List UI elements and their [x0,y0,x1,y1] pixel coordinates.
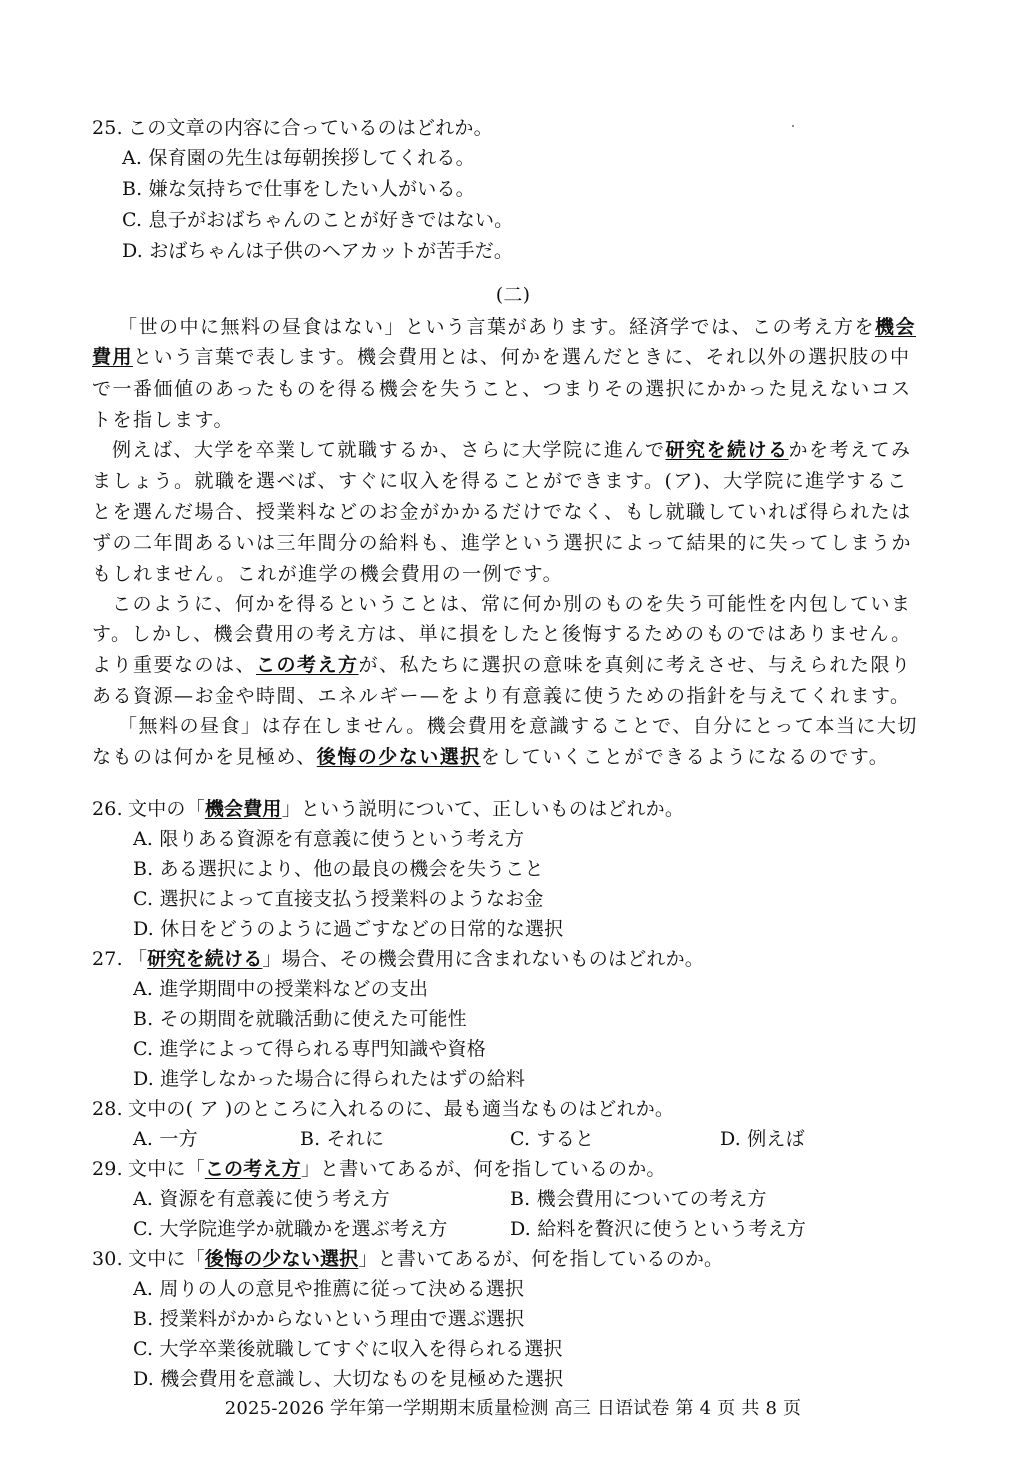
q28-option-a: A. 一方 [133,1128,198,1150]
passage-line: 例えば、大学を卒業して就職するか、さらに大学院に進んで研究を続けるかを考えてみ [112,439,912,461]
q29-option-c: C. 大学院進学か就職かを選ぶ考え方 [133,1218,448,1240]
question-number: 29. [92,1158,123,1180]
question-number: 26. [92,798,123,820]
passage-line: ずの二年間あるいは三年間分の給料も、進学という選択によって結果的に失ってしまうか [92,532,913,554]
question-number: 28. [92,1098,123,1120]
page-footer: 2025-2026 学年第一学期期末质量检测 高三 日语试卷 第 4 页 共 8 页 [224,1398,802,1419]
q27-option-d: D. 進学しなかった場合に得られたはずの給料 [133,1068,526,1090]
passage-line: もしれません。これが進学の機会費用の一例です。 [92,563,564,585]
passage-line: で一番価値のあったものを得る機会を失うこと、つまりその選択にかかった見えないコス [92,378,912,400]
underlined-term: 後悔の少ない選択 [204,1248,359,1270]
question-30: 30. 文中に「後悔の少ない選択」と書いてあるが、何を指しているのか。 [92,1244,924,1274]
underlined-term: この考え方 [204,1158,301,1180]
underlined-term: 費用 [92,346,134,368]
question-25 [92,113,924,143]
passage-line: ある資源—お金や時間、エネルギー—をより有意義に使うための指針を与えてくれます。 [92,685,911,707]
q26-option-a: A. 限りある資源を有意義に使うという考え方 [133,828,525,850]
q29-option-d: D. 給料を贅沢に使うという考え方 [510,1218,807,1240]
passage-line: とを選んだ場合、授業料などのお金がかかるだけでなく、もし就職していれば得られたは [92,501,912,523]
underlined-term: 研究を続ける [665,439,789,461]
question-number: 25. [92,117,123,139]
q30-option-b: B. 授業料がかからないという理由で選ぶ選択 [133,1308,525,1330]
q25-option-a: A. 保育園の先生は毎朝挨拶してくれる。 [122,147,475,169]
q28-option-c: C. すると [510,1128,595,1150]
q29-option-b: B. 機会費用についての考え方 [510,1188,767,1210]
q25-option-c: C. 息子がおばちゃんのことが好きではない。 [122,209,514,231]
underlined-term: 研究を続ける [147,948,263,970]
underlined-term: 機会費用 [204,798,282,820]
q29-options-row-2 [0,1214,1026,1244]
question-stem: 文中の( ア )のところに入れるのに、最も適当なものはどれか。 [128,1098,675,1120]
question-27: 27. 「研究を続ける」場合、その機会費用に含まれないものはどれか。 [92,944,924,974]
passage-line: 「世の中に無料の昼食はない」という言葉があります。経済学では、この考え方を機会 [118,316,916,338]
underlined-term: この考え方 [256,654,359,676]
section-heading: (二) [495,284,531,306]
passage-line: ましょう。就職を選べば、すぐに収入を得ることができます。(ア)、大学院に進学するこ [92,470,908,492]
passage-line: より重要なのは、この考え方が、私たちに選択の意味を真剣に考えさせ、与えられた限り [92,654,912,676]
passage-line: トを指します。 [92,409,234,431]
question-stem: この文章の内容に合っているのはどれか。 [128,117,493,139]
passage-line: す。しかし、機会費用の考え方は、単に損をしたと後悔するためのものではありません。 [92,623,912,645]
underlined-term: 後悔の少ない選択 [316,746,481,768]
q28-option-d: D. 例えば [720,1128,805,1150]
passage-line: なものは何かを見極め、後悔の少ない選択をしていくことができるようになるのです。 [92,746,890,768]
q29-options-row-1 [0,1184,1026,1214]
q26-option-d: D. 休日をどうのように過ごすなどの日常的な選択 [133,918,564,940]
question-28 [92,1094,924,1124]
question-number: 27. [92,948,123,970]
q30-option-a: A. 周りの人の意見や推薦に従って決める選択 [133,1278,525,1300]
passage-line: 「無料の昼食」は存在しません。機会費用を意識することで、自分にとって本当に大切 [118,715,918,737]
q30-option-d: D. 機会費用を意識し、大切なものを見極めた選択 [133,1368,564,1390]
q25-option-d: D. おばちゃんは子供のヘアカットが苦手だ。 [122,240,514,262]
q29-option-a: A. 資源を有意義に使う考え方 [133,1188,390,1210]
q26-option-b: B. ある選択により、他の最良の機会を失うこと [133,858,544,880]
q27-option-a: A. 進学期間中の授業料などの支出 [133,978,429,1000]
q26-option-c: C. 選択によって直接支払う授業料のようなお金 [133,888,544,910]
question-26: 26. 文中の「機会費用」という説明について、正しいものはどれか。 [92,794,924,824]
q25-option-b: B. 嫌な気持ちで仕事をしたい人がいる。 [122,178,475,200]
q28-option-b: B. それに [300,1128,385,1150]
underlined-term: 機会 [874,316,916,338]
q27-option-b: B. その期間を就職活動に使えた可能性 [133,1008,467,1030]
passage-line: 費用という言葉で表します。機会費用とは、何かを選んだときに、それ以外の選択肢の中 [92,346,911,368]
q30-option-c: C. 大学卒業後就職してすぐに収入を得られる選択 [133,1338,563,1360]
q28-options-row [0,1124,1026,1154]
question-number: 30. [92,1248,123,1270]
passage-line: このように、何かを得るということは、常に何か別のものを失う可能性を内包していま [112,593,912,615]
question-29: 29. 文中に「この考え方」と書いてあるが、何を指しているのか。 [92,1154,924,1184]
q27-option-c: C. 進学によって得られる専門知識や資格 [133,1038,486,1060]
